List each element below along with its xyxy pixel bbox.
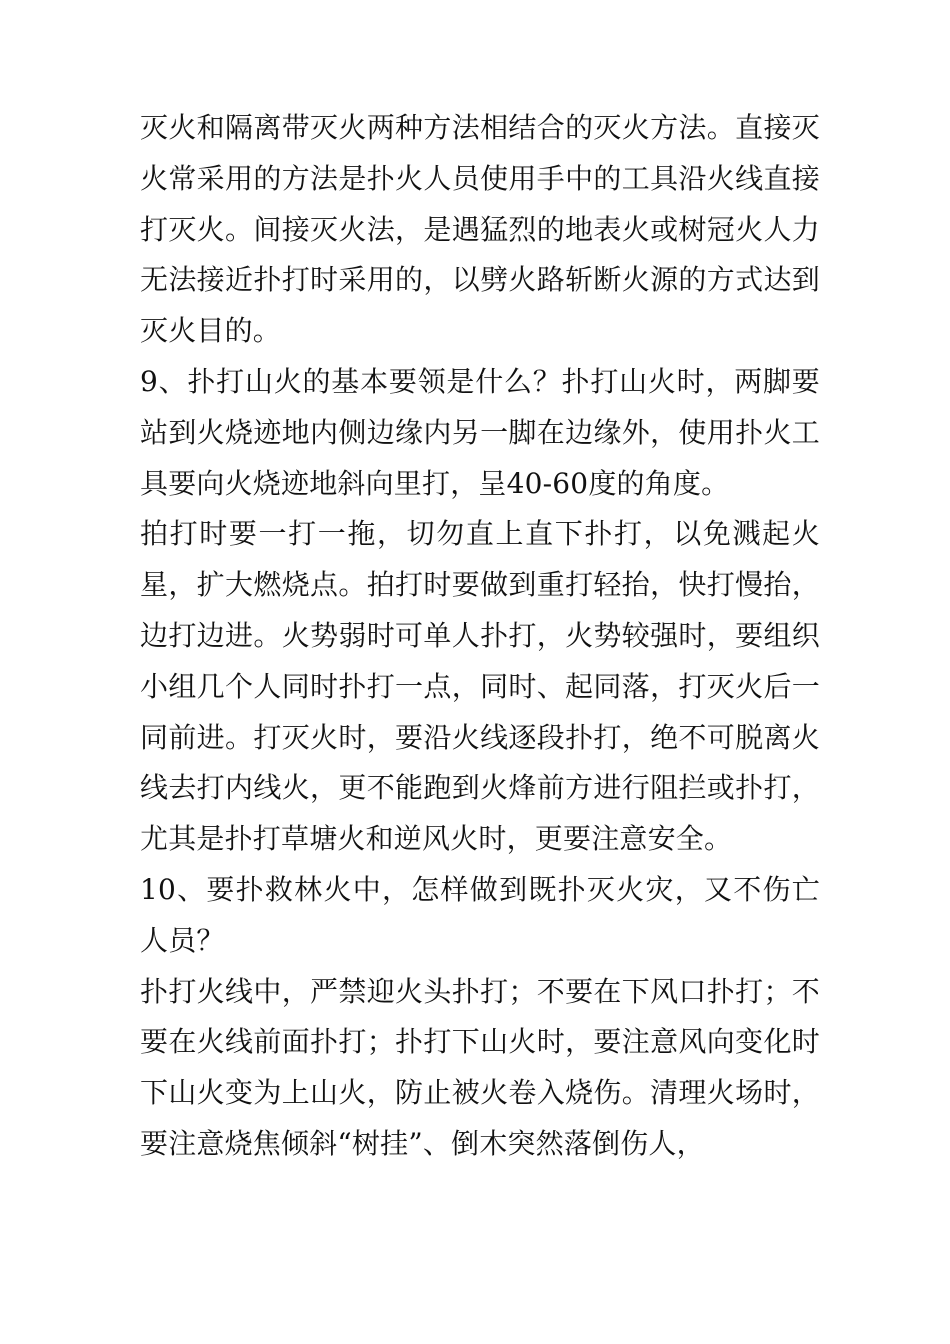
paragraph-safety-rules: 扑打火线中，严禁迎火头扑打；不要在下风口扑打；不要在火线前面扑打；扑打下山火时，要注意风向变化时下山火变为上山火，防止被火卷入烧伤。清理火场时，要注意烧焦倾斜“树挂”、倒木突然落倒伤人， [140,974,820,1160]
paragraph-question-10: 10、要扑救林火中，怎样做到既扑灭火灾，又不伤亡人员？ [140,872,820,957]
paragraph-beating-technique: 拍打时要一打一拖，切勿直上直下扑打，以免溅起火星，扩大燃烧点。拍打时要做到重打轻抬，快打慢抬，边打边进。火势弱时可单人扑打，火势较强时，要组织小组几个人同时扑打一点，同时、起同落，打灭火后一同前进。打灭火时，要沿火线逐段扑打，绝不可脱离火线去打内线火，更不能跑到火烽前方进行阻拦或扑打，尤其是扑打草塘火和逆风火时，更要注意安全。 [140,517,820,856]
paragraph-question-9: 9、扑打山火的基本要领是什么？扑打山火时，两脚要站到火烧迹地内侧边缘内另一脚在边缘外，使用扑火工具要向火烧迹地斜向里打，呈40-60度的角度。 [140,364,820,500]
document-body [140,103,820,1170]
paragraph-fire-methods: 灭火和隔离带灭火两种方法相结合的灭火方法。直接灭火常采用的方法是扑火人员使用手中的工具沿火线直接打灭火。间接灭火法，是遇猛烈的地表火或树冠火人力无法接近扑打时采用的，以劈火路斩断火源的方式达到灭火目的。 [140,111,820,348]
